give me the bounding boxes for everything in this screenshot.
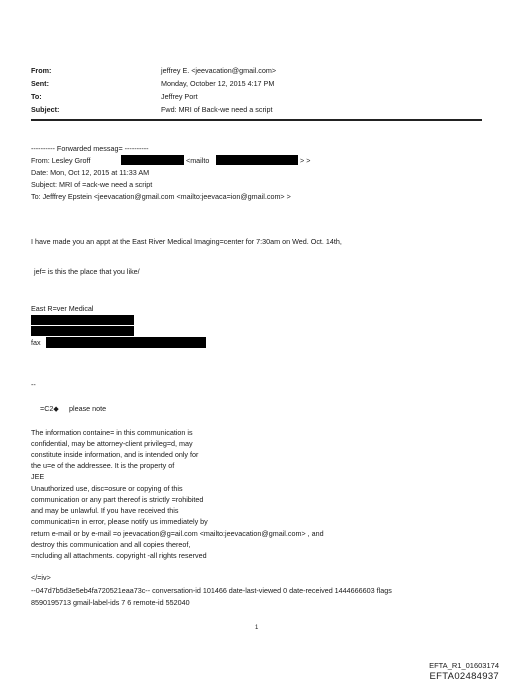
note-text: please note [69, 404, 107, 413]
redaction-box [46, 337, 206, 348]
forward-to: To: Jefffrey Epstein <jeevacation@gmail.com <mailto:jeevaca=ion@gmail.com> > [31, 192, 291, 201]
conversation-metadata: --047d7b5d3e5eb4fa720521eaa73c-- conversation-id 101466 date-last-viewed 0 date-received 1444666603 flags [31, 586, 392, 595]
subject-label: Subject: [31, 105, 60, 114]
conversation-metadata-cont: 8590195713 gmail-label-ids 7 6 remote-id 552040 [31, 598, 190, 607]
disclaimer-line: =ncluding all attachments. copyright -all rights reserved [31, 551, 207, 560]
disclaimer-line: The information containe= in this communication is [31, 428, 193, 437]
fax-label: fax [31, 338, 41, 347]
disclaimer-line: communicati=n in error, please notify us immediately by [31, 517, 208, 526]
bates-number: EFTA02484937 [429, 671, 499, 682]
disclaimer-line: return e-mail or by e-mail =o jeevacation@g=ail.com <mailto:jeevacation@gmail.com> , and [31, 529, 324, 538]
sent-value: Monday, October 12, 2015 4:17 PM [161, 79, 275, 88]
redaction-box [31, 315, 134, 325]
disclaimer-line: and may be unlawful. If you have received this [31, 506, 179, 515]
disclaimer-line: the u=e of the addressee. It is the property of [31, 461, 175, 470]
forward-from-suffix: > > [300, 156, 311, 165]
disclaimer-line: communication or any part thereof is strictly =rohibited [31, 495, 204, 504]
header-rule [31, 119, 482, 121]
forward-divider: ---------- Forwarded messag= ---------- [31, 144, 149, 153]
redaction-box [31, 326, 134, 336]
subject-value: Fwd: MRI of Back-we need a script [161, 105, 273, 114]
signature-dash: -- [31, 380, 36, 389]
disclaimer-line: destroy this communication and all copies thereof, [31, 540, 191, 549]
disclaimer-line: constitute inside information, and is intended only for [31, 450, 199, 459]
forward-subject: Subject: MRI of =ack-we need a script [31, 180, 153, 189]
div-close-tag: </=iv> [31, 573, 51, 582]
forward-date: Date: Mon, Oct 12, 2015 at 11:33 AM [31, 168, 150, 177]
to-label: To: [31, 92, 42, 101]
from-label: From: [31, 66, 52, 75]
note-code: =C2◆ [40, 404, 59, 413]
redaction-box [121, 155, 184, 165]
sent-label: Sent: [31, 79, 49, 88]
body-line-question: jef= is this the place that you like/ [34, 267, 140, 276]
page-number: 1 [255, 625, 259, 631]
from-value: jeffrey E. <jeevacation@gmail.com> [161, 66, 277, 75]
disclaimer-line: JEE [31, 472, 45, 481]
disclaimer-line: confidential, may be attorney-client privileg=d, may [31, 439, 193, 448]
disclaimer-line: Unauthorized use, disc=osure or copying of this [31, 484, 183, 493]
to-value: Jeffrey Port [161, 92, 198, 101]
reference-stamp: EFTA_R1_01603174 [429, 661, 499, 670]
body-line-appointment: I have made you an appt at the East River Medical Imaging=center for 7:30am on Wed. Oct. 14th, [31, 237, 342, 246]
redaction-box [216, 155, 298, 165]
place-name: East R=ver Medical [31, 304, 94, 313]
forward-from-prefix: From: Lesley Groff [31, 156, 91, 165]
forward-from-mailto: <mailto [186, 156, 210, 165]
